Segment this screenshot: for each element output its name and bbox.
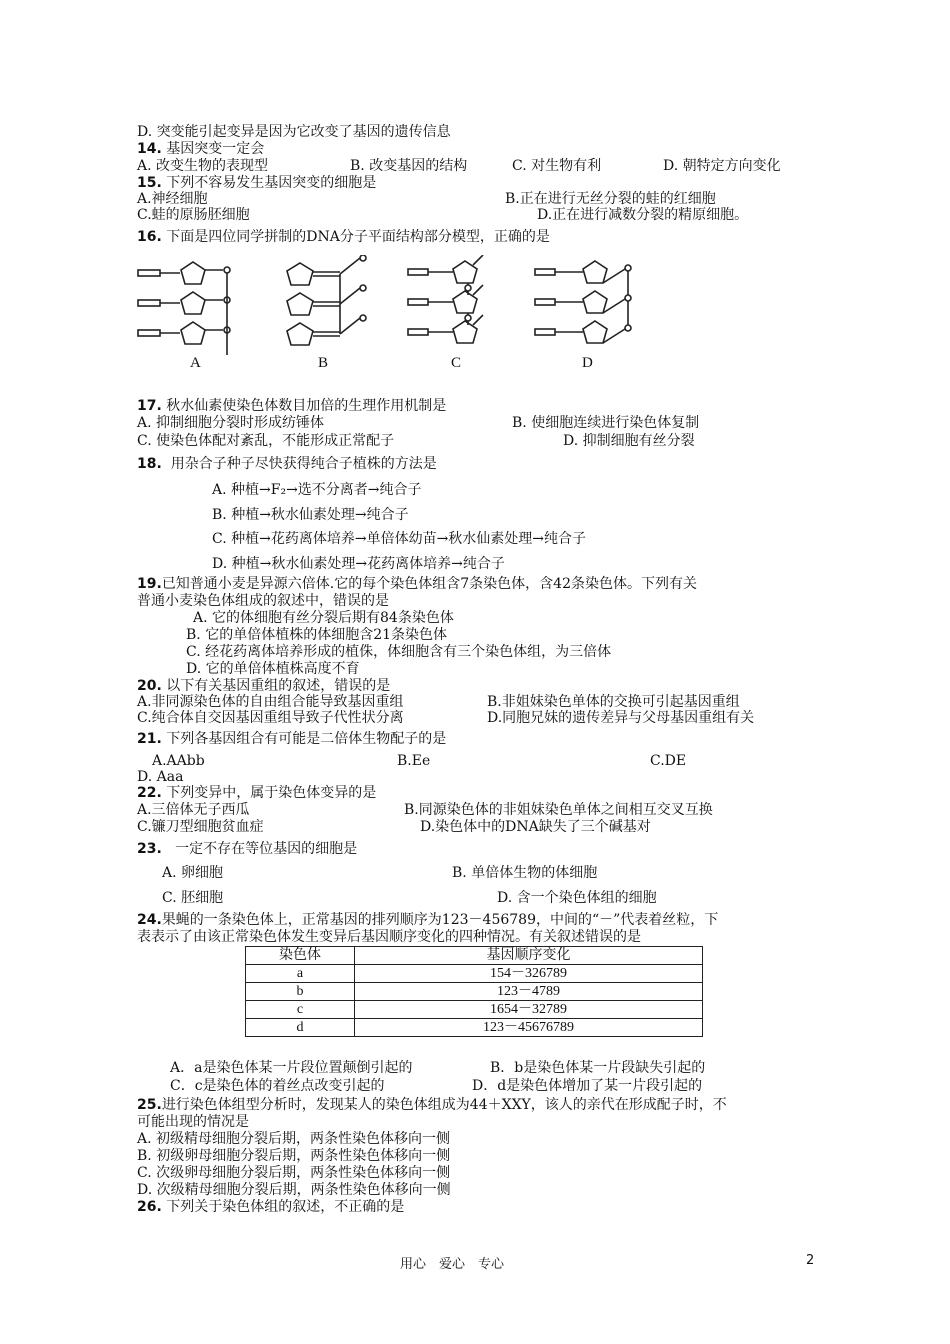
q24-option-a: A．a是染色体某一片段位置颠倒引起的 — [170, 1060, 413, 1076]
q14-number: 14. — [137, 141, 162, 157]
q26-stem — [137, 1199, 404, 1216]
dna-model-c — [408, 255, 483, 343]
q24-number: 24. — [137, 912, 162, 928]
q18-number: 18. — [137, 456, 162, 472]
q14-stem — [137, 141, 264, 158]
table-header-chromosome: 染色体 — [246, 947, 355, 965]
table-cell-chromosome: b — [246, 983, 355, 1001]
q21-option-a: A.AAbb — [152, 753, 205, 769]
q23-option-b: B. 单倍体生物的体细胞 — [452, 865, 598, 881]
q18-text: 用杂合子种子尽快获得纯合子植株的方法是 — [170, 456, 437, 472]
table-cell-gene-order: 154－326789 — [355, 965, 703, 983]
dna-model-d — [535, 261, 631, 343]
q22-text: 下列变异中，属于染色体变异的是 — [166, 785, 377, 801]
q25-stem-line2: 可能出现的情况是 — [137, 1114, 249, 1130]
q23-option-a: A. 卵细胞 — [162, 865, 224, 881]
q15-option-b: B.正在进行无丝分裂的蛙的红细胞 — [505, 191, 716, 207]
q20-stem — [137, 678, 390, 695]
table-cell-chromosome: c — [246, 1001, 355, 1019]
q24-text: 果蝇的一条染色体上，正常基因的排列顺序为123－456789，中间的“－”代表着丝粒，下 — [161, 912, 719, 928]
q15-option-a: A.神经细胞 — [137, 191, 208, 207]
table-cell-gene-order: 123－4789 — [355, 983, 703, 1001]
table-row — [246, 1019, 703, 1037]
table-cell-gene-order: 123－45676789 — [355, 1019, 703, 1037]
q15-text: 下列不容易发生基因突变的细胞是 — [166, 175, 377, 191]
q18-option-b: B. 种植→秋水仙素处理→纯合子 — [212, 507, 409, 523]
q22-option-a: A.三倍体无子西瓜 — [137, 802, 250, 818]
table-cell-chromosome: a — [246, 965, 355, 983]
q26-number: 26. — [137, 1199, 162, 1215]
q16-stem — [137, 229, 550, 246]
q17-option-d: D. 抑制细胞有丝分裂 — [563, 433, 695, 449]
q20-text: 以下有关基因重组的叙述，错误的是 — [166, 678, 391, 694]
q14-option-c: C. 对生物有利 — [512, 158, 602, 174]
q15-option-c: C.蛙的原肠胚细胞 — [137, 207, 250, 223]
q20-number: 20. — [137, 678, 162, 694]
q21-option-b: B.Ee — [397, 753, 431, 769]
q14-text: 基因突变一定会 — [166, 141, 265, 157]
dna-model-a — [138, 262, 230, 355]
q24-stem-line2: 表表示了由该正常染色体发生变异后基因顺序变化的四种情况。有关叙述错误的是 — [137, 929, 641, 945]
q20-option-b: B.非姐妹染色单体的交换可引起基因重组 — [487, 694, 740, 710]
q19-stem — [137, 576, 697, 593]
q17-stem — [137, 398, 446, 415]
table-cell-chromosome: d — [246, 1019, 355, 1037]
q21-text: 下列各基因组合有可能是二倍体生物配子的是 — [166, 731, 447, 747]
q13-option-d: D. 突变能引起变异是因为它改变了基因的遗传信息 — [137, 124, 451, 140]
table-row — [246, 983, 703, 1001]
q21-number: 21. — [137, 731, 162, 747]
q25-option-a: A. 初级精母细胞分裂后期，两条性染色体移向一侧 — [137, 1131, 451, 1147]
table-header-row — [246, 947, 703, 965]
q19-option-d: D. 它的单倍体植株高度不育 — [186, 661, 360, 677]
q18-option-c: C. 种植→花药离体培养→单倍体幼苗→秋水仙素处理→纯合子 — [212, 531, 587, 547]
q25-option-c: C. 次级卵母细胞分裂后期，两条性染色体移向一侧 — [137, 1165, 451, 1181]
dna-model-b — [287, 255, 366, 345]
q19-stem-line2: 普通小麦染色体组成的叙述中，错误的是 — [137, 593, 389, 609]
q26-text: 下列关于染色体组的叙述，不正确的是 — [166, 1199, 405, 1215]
dna-label-c: C — [451, 355, 462, 371]
table-row — [246, 965, 703, 983]
q20-option-d: D.同胞兄妹的遗传差异与父母基因重组有关 — [487, 710, 755, 726]
table-row — [246, 1001, 703, 1019]
q22-option-c: C.镰刀型细胞贫血症 — [137, 819, 264, 835]
dna-label-b: B — [318, 355, 329, 371]
q19-number: 19. — [137, 576, 162, 592]
q15-number: 15. — [137, 175, 162, 191]
q22-option-d: D.染色体中的DNA缺失了三个碱基对 — [420, 819, 651, 835]
q15-option-d: D.正在进行减数分裂的精原细胞。 — [537, 207, 749, 223]
footer-motto: 用心 爱心 专心 — [400, 1257, 505, 1272]
dna-label-d: D — [582, 355, 593, 371]
q21-option-c: C.DE — [650, 753, 687, 769]
q24-option-d: D．d是染色体增加了某一片段引起的 — [472, 1078, 703, 1094]
q17-option-c: C. 使染色体配对紊乱，不能形成正常配子 — [137, 433, 395, 449]
q17-option-b: B. 使细胞连续进行染色体复制 — [512, 415, 700, 431]
gene-order-table — [245, 946, 703, 1037]
table-header-gene-order: 基因顺序变化 — [355, 947, 703, 965]
q17-text: 秋水仙素使染色体数目加倍的生理作用机制是 — [166, 398, 447, 414]
q22-number: 22. — [137, 785, 162, 801]
q23-number: 23. — [137, 841, 162, 857]
q23-text: 一定不存在等位基因的细胞是 — [175, 841, 358, 857]
q22-stem — [137, 785, 376, 802]
q19-option-b: B. 它的单倍体植株的体细胞含21条染色体 — [186, 627, 448, 643]
q16-number: 16. — [137, 229, 162, 245]
dna-model-diagram — [135, 255, 635, 375]
q25-text: 进行染色体组型分析时，发现某人的染色体组成为44＋XXY，该人的亲代在形成配子时，不 — [161, 1097, 727, 1113]
q18-stem — [137, 456, 437, 473]
q14-option-a: A. 改变生物的表现型 — [137, 158, 269, 174]
q24-option-b: B．b是染色体某一片段缺失引起的 — [490, 1060, 706, 1076]
q24-option-c: C．c是染色体的着丝点改变引起的 — [170, 1078, 385, 1094]
q21-stem — [137, 731, 446, 748]
q19-text: 已知普通小麦是异源六倍体.它的每个染色体组含7条染色体，含42条染色体。下列有关 — [161, 576, 697, 592]
page-number: 2 — [806, 1253, 815, 1268]
q14-option-d: D. 朝特定方向变化 — [663, 158, 781, 174]
q15-stem — [137, 175, 376, 192]
q18-option-a: A. 种植→F₂→选不分离者→纯合子 — [212, 482, 422, 498]
q17-number: 17. — [137, 398, 162, 414]
q21-option-d: D. Aaa — [137, 769, 184, 785]
q25-stem — [137, 1097, 727, 1114]
table-cell-gene-order: 1654－32789 — [355, 1001, 703, 1019]
q23-stem — [137, 841, 357, 858]
q19-option-c: C. 经花药离体培养形成的植侏，体细胞含有三个染色体组，为三倍体 — [186, 644, 612, 660]
q25-option-d: D. 次级精母细胞分裂后期，两条性染色体移向一侧 — [137, 1182, 451, 1198]
q14-option-b: B. 改变基因的结构 — [350, 158, 468, 174]
q19-option-a: A. 它的体细胞有丝分裂后期有84条染色体 — [193, 610, 454, 626]
q20-option-a: A.非同源染色体的自由组合能导致基因重组 — [137, 694, 404, 710]
q24-stem — [137, 912, 718, 929]
q25-number: 25. — [137, 1097, 162, 1113]
q23-option-d: D. 含一个染色体组的细胞 — [497, 890, 657, 906]
q17-option-a: A. 抑制细胞分裂时形成纺锤体 — [137, 415, 325, 431]
q22-option-b: B.同源染色体的非姐妹染色单体之间相互交叉互换 — [404, 802, 713, 818]
q18-option-d: D. 种植→秋水仙素处理→花药离体培养→纯合子 — [212, 556, 505, 572]
q23-option-c: C. 胚细胞 — [162, 890, 224, 906]
q20-option-c: C.纯合体自交因基因重组导致子代性状分离 — [137, 710, 404, 726]
q25-option-b: B. 初级卵母细胞分裂后期，两条性染色体移向一侧 — [137, 1148, 451, 1164]
dna-label-a: A — [190, 355, 201, 371]
q16-text: 下面是四位同学拼制的DNA分子平面结构部分模型，正确的是 — [166, 229, 550, 245]
